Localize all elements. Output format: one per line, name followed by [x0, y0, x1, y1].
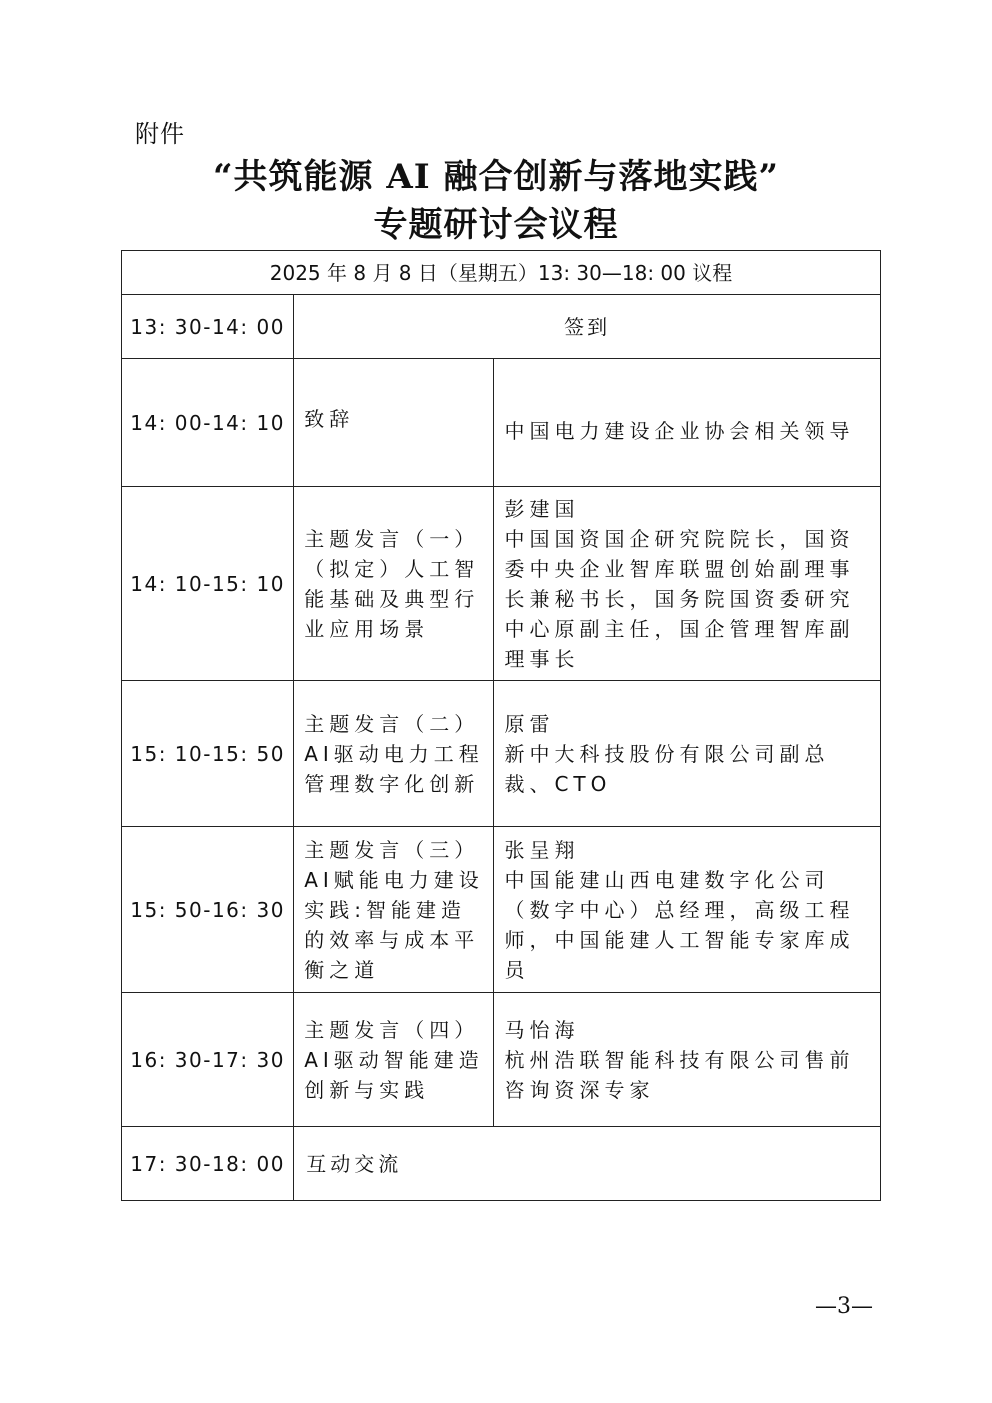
time-cell: 14: 10-15: 10: [122, 487, 294, 681]
time-cell: 14: 00-14: 10: [122, 359, 294, 487]
speaker-name: 原雷: [504, 711, 555, 736]
speaker-description: 杭州浩联智能科技有限公司售前咨询资深专家: [504, 1047, 855, 1102]
time-cell: 15: 10-15: 50: [122, 681, 294, 827]
table-row: [122, 295, 881, 359]
time-cell: 16: 30-17: 30: [122, 993, 294, 1127]
speaker-cell: [494, 681, 881, 827]
attachment-label: 附件: [135, 120, 185, 148]
topic-cell: 主题发言（二）AI驱动电力工程管理数字化创新: [294, 681, 494, 827]
topic-cell: 主题发言（四）AI驱动智能建造创新与实践: [294, 993, 494, 1127]
speaker-description: 中国能建山西电建数字化公司（数字中心）总经理，高级工程师，中国能建人工智能专家库成员: [504, 867, 855, 982]
speaker-description: 新中大科技股份有限公司副总裁、CTO: [504, 741, 830, 796]
speaker-cell: [494, 487, 881, 681]
time-cell: 15: 50-16: 30: [122, 827, 294, 993]
document-title-line-2: 专题研讨会议程: [373, 205, 619, 245]
time-cell: 13: 30-14: 00: [122, 295, 294, 359]
topic-cell: 主题发言（三）AI赋能电力建设实践:智能建造的效率与成本平衡之道: [294, 827, 494, 993]
table-row: [122, 681, 881, 827]
interaction-cell: 互动交流: [294, 1127, 881, 1201]
agenda-header-row: [122, 251, 881, 295]
speaker-name: 张呈翔: [504, 837, 580, 862]
checkin-cell: 签到: [294, 295, 881, 359]
table-row: [122, 359, 881, 487]
table-row: [122, 993, 881, 1127]
speaker-name: 马怡海: [504, 1017, 580, 1042]
speaker-cell: [494, 827, 881, 993]
topic-cell: 主题发言（一）（拟定）人工智能基础及典型行业应用场景: [294, 487, 494, 681]
document-title-line-1: “共筑能源 AI 融合创新与落地实践”: [212, 157, 780, 197]
speaker-description: 中国国资国企研究院院长，国资委中央企业智库联盟创始副理事长兼秘书长，国务院国资委研究中心原副主任，国企管理智库副理事长: [504, 526, 855, 671]
speaker-cell: [494, 359, 881, 487]
time-cell: 17: 30-18: 00: [122, 1127, 294, 1201]
speaker-description: 中国电力建设企业协会相关领导: [504, 418, 855, 443]
table-row: [122, 1127, 881, 1201]
topic-cell: 致辞: [294, 359, 494, 487]
speaker-cell: [494, 993, 881, 1127]
agenda-date-header: 2025 年 8 月 8 日（星期五）13: 30—18: 00 议程: [122, 251, 881, 295]
agenda-table: [121, 250, 881, 1201]
page-number: —3—: [815, 1294, 873, 1319]
table-row: [122, 487, 881, 681]
speaker-name: 彭建国: [504, 496, 580, 521]
table-row: [122, 827, 881, 993]
